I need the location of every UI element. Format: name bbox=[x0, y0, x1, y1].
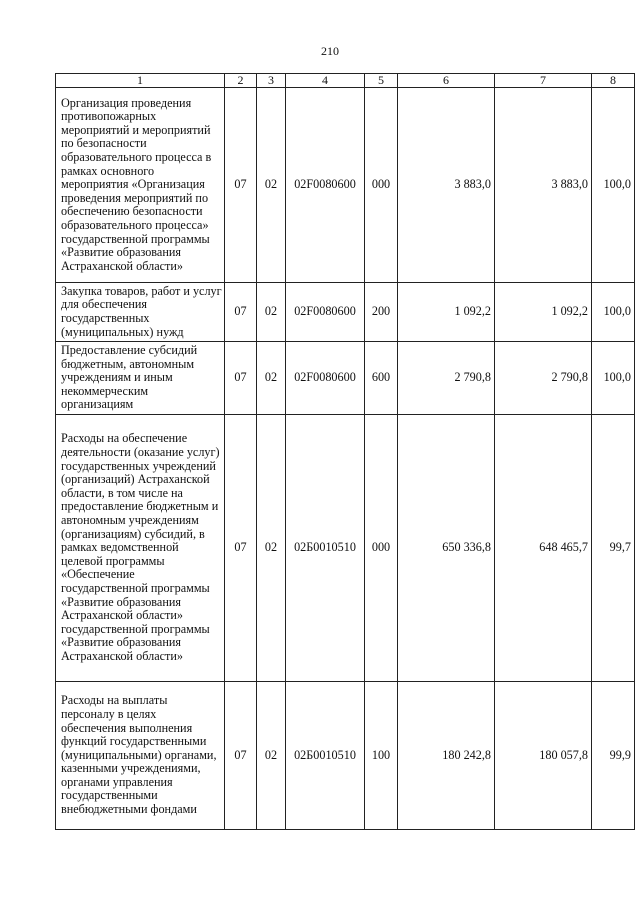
execution-percent: 99,7 bbox=[592, 415, 635, 682]
target-article-code: 02F0080600 bbox=[286, 342, 365, 415]
expense-name: Организация проведения противопожарных мероприятий и мероприятий по безопасности образовательного процесса в рамках основного мероприятия «Организация проведения мероприятий по обеспечению безопасности образовательного процесса» государственной программы «Развитие образования Астраханской области» bbox=[56, 88, 225, 283]
actual-amount: 1 092,2 bbox=[495, 283, 592, 342]
actual-amount: 2 790,8 bbox=[495, 342, 592, 415]
execution-percent: 100,0 bbox=[592, 88, 635, 283]
section-code: 07 bbox=[225, 342, 257, 415]
execution-percent: 99,9 bbox=[592, 682, 635, 830]
plan-amount: 650 336,8 bbox=[398, 415, 495, 682]
subsection-code: 02 bbox=[257, 415, 286, 682]
expense-type-code: 200 bbox=[365, 283, 398, 342]
actual-amount: 180 057,8 bbox=[495, 682, 592, 830]
table-row bbox=[56, 342, 635, 415]
actual-amount: 3 883,0 bbox=[495, 88, 592, 283]
expense-type-code: 000 bbox=[365, 415, 398, 682]
table-row bbox=[56, 88, 635, 283]
table-row bbox=[56, 682, 635, 830]
actual-amount: 648 465,7 bbox=[495, 415, 592, 682]
page-number: 210 bbox=[321, 44, 339, 58]
target-article-code: 02F0080600 bbox=[286, 283, 365, 342]
expense-type-code: 100 bbox=[365, 682, 398, 830]
column-number-row bbox=[56, 74, 635, 88]
plan-amount: 3 883,0 bbox=[398, 88, 495, 283]
section-code: 07 bbox=[225, 682, 257, 830]
subsection-code: 02 bbox=[257, 88, 286, 283]
expense-name: Закупка товаров, работ и услуг для обеспечения государственных (муниципальных) нужд bbox=[56, 283, 225, 342]
plan-amount: 2 790,8 bbox=[398, 342, 495, 415]
target-article-code: 02Б0010510 bbox=[286, 415, 365, 682]
header-cell: 1 bbox=[56, 74, 225, 88]
header-cell: 8 bbox=[592, 74, 635, 88]
header-cell: 2 bbox=[225, 74, 257, 88]
expense-name: Расходы на обеспечение деятельности (оказание услуг) государственных учреждений (организаций) Астраханской области, в том числе на предоставление бюджетным и автономным учреждениям (организациям) субсидий, в рамках ведомственной целевой программы «Обеспечение государственной программы «Развитие образования Астраханской области» государственной программы «Развитие образования Астраханской области» bbox=[56, 415, 225, 682]
plan-amount: 1 092,2 bbox=[398, 283, 495, 342]
target-article-code: 02Б0010510 bbox=[286, 682, 365, 830]
execution-percent: 100,0 bbox=[592, 283, 635, 342]
expense-type-code: 600 bbox=[365, 342, 398, 415]
target-article-code: 02F0080600 bbox=[286, 88, 365, 283]
section-code: 07 bbox=[225, 415, 257, 682]
section-code: 07 bbox=[225, 88, 257, 283]
subsection-code: 02 bbox=[257, 283, 286, 342]
subsection-code: 02 bbox=[257, 682, 286, 830]
plan-amount: 180 242,8 bbox=[398, 682, 495, 830]
header-cell: 6 bbox=[398, 74, 495, 88]
header-cell: 5 bbox=[365, 74, 398, 88]
table-row bbox=[56, 415, 635, 682]
header-cell: 4 bbox=[286, 74, 365, 88]
table-row bbox=[56, 283, 635, 342]
execution-percent: 100,0 bbox=[592, 342, 635, 415]
budget-execution-table bbox=[55, 73, 635, 830]
expense-type-code: 000 bbox=[365, 88, 398, 283]
header-cell: 7 bbox=[495, 74, 592, 88]
expense-name: Расходы на выплаты персоналу в целях обеспечения выполнения функций государственными (муниципальными) органами, казенными учреждениями, органами управления государственными внебюджетными фондами bbox=[56, 682, 225, 830]
section-code: 07 bbox=[225, 283, 257, 342]
subsection-code: 02 bbox=[257, 342, 286, 415]
expense-name: Предоставление субсидий бюджетным, автономным учреждениям и иным некоммерческим организациям bbox=[56, 342, 225, 415]
header-cell: 3 bbox=[257, 74, 286, 88]
